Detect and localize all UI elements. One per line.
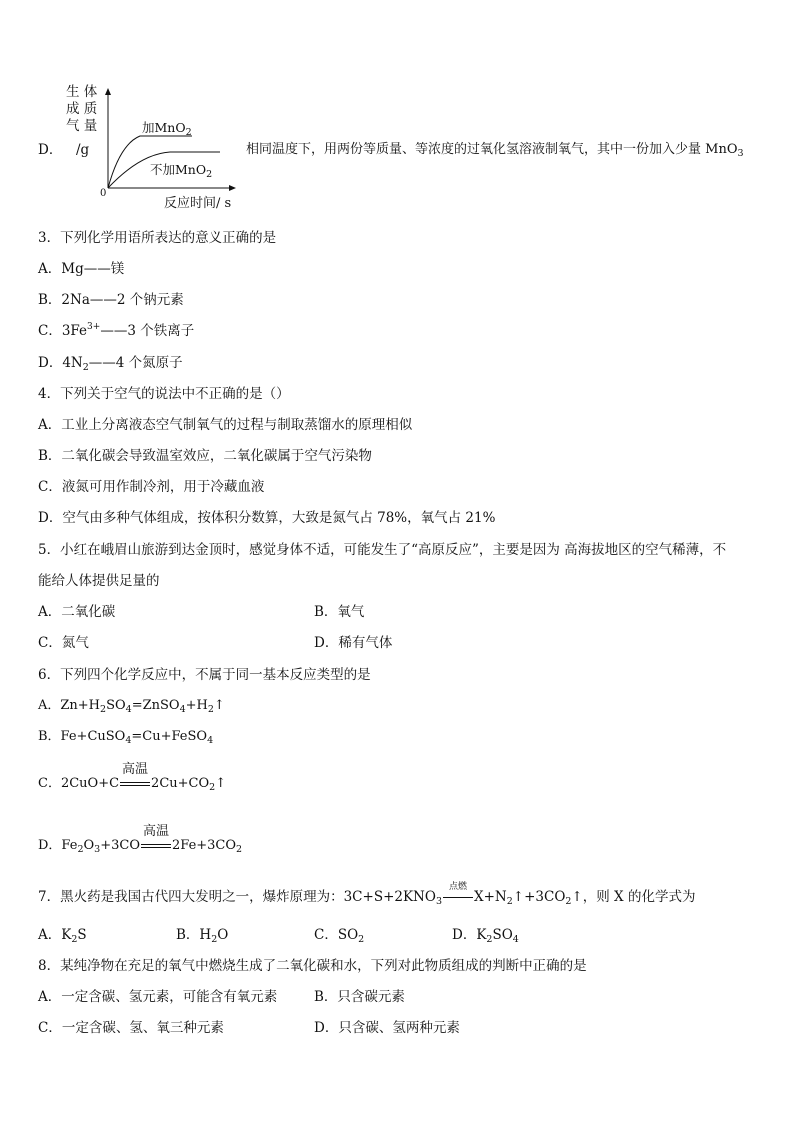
q7-p4: 2 bbox=[506, 896, 513, 907]
graph-ylabel-1: 生 体 bbox=[66, 84, 98, 100]
q3-option-a: A．Mg——镁 bbox=[38, 261, 125, 277]
q3d-post: ——4 个氮原子 bbox=[88, 355, 183, 371]
q6c-p4: ↑ bbox=[215, 776, 227, 791]
q6a-p1: 2 bbox=[100, 704, 107, 715]
curve-without-sub: 2 bbox=[206, 169, 213, 180]
q6d-p1: 2 bbox=[77, 844, 84, 855]
q6d-p3: 3 bbox=[94, 844, 101, 855]
q4-option-b: B．二氧化碳会导致温室效应，二氧化碳属于空气污染物 bbox=[38, 448, 372, 464]
q6a-p5: 4 bbox=[179, 704, 186, 715]
q7-condition bbox=[443, 882, 473, 906]
q6d-cond-text: 高温 bbox=[142, 824, 169, 839]
q3-option-b: B．2Na——2 个钠元素 bbox=[38, 292, 184, 308]
q6d-cond-bar bbox=[141, 844, 171, 848]
q8-stem: 8．某纯净物在充足的氧气中燃烧生成了二氧化碳和水，下列对此物质组成的判断中正确的是 bbox=[38, 958, 587, 974]
curve-without-text: 不加MnO bbox=[150, 162, 207, 177]
q2-graph bbox=[60, 84, 240, 214]
q6c-cond-text: 高温 bbox=[122, 762, 149, 777]
q3-stem: 3．下列化学用语所表达的意义正确的是 bbox=[38, 230, 277, 246]
q6-option-c bbox=[38, 762, 227, 793]
q3d-sub: 2 bbox=[82, 362, 89, 373]
q6a-p6: +H bbox=[185, 698, 208, 713]
q4-stem: 4．下列关于空气的说法中不正确的是（） bbox=[38, 386, 290, 402]
q7-p0: 7．黑火药是我国古代四大发明之一，爆炸原理为：3C+S+2KNO bbox=[38, 889, 436, 905]
q6c-p2: 2Cu+CO bbox=[151, 776, 210, 791]
q3c-pre: C．3Fe bbox=[38, 323, 88, 339]
q7c-p0: C．SO bbox=[314, 927, 359, 943]
q6a-p0: A．Zn+H bbox=[38, 698, 101, 713]
q6a-p3: 4 bbox=[125, 704, 132, 715]
q7d-p3: 4 bbox=[512, 934, 519, 945]
q7d-p1: 2 bbox=[486, 934, 493, 945]
q2d-desc: 相同温度下，用两份等质量、等浓度的过氧化氢溶液制氧气，其中一份加入少量 MnO bbox=[246, 142, 738, 157]
q7b-p2: O bbox=[217, 927, 229, 943]
q7c-p1: 2 bbox=[358, 934, 365, 945]
q5-stem-line2: 能给人体提供足量的 bbox=[38, 573, 160, 589]
graph-origin: 0 bbox=[100, 188, 107, 199]
q6a-p7: 2 bbox=[207, 704, 214, 715]
q7b-p1: 2 bbox=[211, 934, 218, 945]
q8-option-d: D．只含碳、氢两种元素 bbox=[314, 1020, 460, 1036]
graph-ylabel-4: /g bbox=[76, 142, 90, 158]
q6c-p3: 2 bbox=[209, 782, 216, 793]
q7-p6: 2 bbox=[565, 896, 572, 907]
q4-option-c: C．液氮可用作制冷剂，用于冷藏血液 bbox=[38, 479, 265, 495]
q6b-p1: 4 bbox=[125, 735, 132, 746]
q6d-p7: 2 bbox=[236, 844, 243, 855]
q8-option-b: B．只含碳元素 bbox=[314, 989, 405, 1005]
q6-option-a bbox=[38, 697, 225, 715]
q5-stem-line1: 5．小红在峨眉山旅游到达金顶时，感觉身体不适，可能发生了“高原反应”，主要是因为 高海拔地区的空气稀薄，不 bbox=[38, 542, 727, 558]
q6c-cond-bar bbox=[120, 782, 150, 786]
q6c-condition bbox=[120, 762, 150, 793]
q7-p3: X+N bbox=[473, 889, 507, 905]
curve-with-text: 加MnO bbox=[142, 120, 186, 135]
q5-option-b: B．氧气 bbox=[314, 604, 365, 620]
q2-option-d-label: D． bbox=[38, 142, 63, 158]
q7-cond-text: 点燃 bbox=[448, 882, 467, 892]
q7-option-c bbox=[314, 926, 364, 944]
q7b-p0: B．H bbox=[176, 927, 212, 943]
q7-p1: 3 bbox=[435, 896, 442, 907]
graph-xlabel: 反应时间/ s bbox=[164, 196, 232, 211]
q7-p5: ↑+3CO bbox=[512, 889, 566, 905]
q8-option-c: C．一定含碳、氢、氧三种元素 bbox=[38, 1020, 224, 1036]
q7a-p1: 2 bbox=[71, 934, 78, 945]
q7a-p2: S bbox=[77, 927, 87, 943]
q4-option-d: D．空气由多种气体组成，按体积分数算，大致是氮气占 78%，氧气占 21% bbox=[38, 510, 496, 526]
q3-option-c bbox=[38, 322, 194, 340]
q5-option-d: D．稀有气体 bbox=[314, 635, 393, 651]
q7-option-d bbox=[452, 926, 519, 944]
q6d-condition bbox=[141, 824, 171, 855]
q6-option-b bbox=[38, 728, 213, 746]
q6a-p2: SO bbox=[106, 698, 126, 713]
q7a-p0: A．K bbox=[38, 927, 72, 943]
q3c-post: ——3 个铁离子 bbox=[100, 323, 195, 339]
q3c-sup: 3+ bbox=[87, 322, 101, 332]
q5-option-c: C．氮气 bbox=[38, 635, 89, 651]
graph-ylabel-3: 气 量 bbox=[66, 118, 98, 134]
curve-without-label bbox=[150, 160, 212, 178]
q6d-p0: D．Fe bbox=[38, 838, 78, 853]
q8-option-a: A．一定含碳、氢元素，可能含有氧元素 bbox=[38, 989, 278, 1005]
q7d-p2: SO bbox=[492, 927, 513, 943]
q7d-p0: D．K bbox=[452, 927, 487, 943]
q6c-p0: C．2CuO+C bbox=[38, 776, 120, 791]
q6-stem: 6．下列四个化学反应中，不属于同一基本反应类型的是 bbox=[38, 667, 371, 683]
curve-with-label bbox=[142, 118, 192, 136]
q7-option-b bbox=[176, 926, 228, 944]
q6b-p2: =Cu+FeSO bbox=[131, 729, 208, 744]
q6d-p6: 2Fe+3CO bbox=[171, 838, 237, 853]
q6b-p0: B．Fe+CuSO bbox=[38, 729, 126, 744]
q6b-p3: 4 bbox=[207, 735, 214, 746]
graph-ylabel-2: 成 质 bbox=[66, 101, 98, 117]
q6d-p4: +3CO bbox=[100, 838, 140, 853]
q2d-desc-sub: 3 bbox=[737, 148, 744, 159]
q6-option-d bbox=[38, 824, 243, 855]
q6d-p2: O bbox=[83, 838, 95, 853]
curve-with-sub: 2 bbox=[185, 127, 192, 138]
q7-p7: ↑，则 X 的化学式为 bbox=[571, 889, 696, 905]
q2-option-d-text bbox=[246, 141, 744, 159]
q5-option-a: A．二氧化碳 bbox=[38, 604, 116, 620]
q3d-pre: D．4N bbox=[38, 355, 83, 371]
q7-stem bbox=[38, 882, 696, 907]
q6a-p8: ↑ bbox=[213, 698, 225, 713]
q7-option-a bbox=[38, 926, 87, 944]
q4-option-a: A．工业上分离液态空气制氧气的过程与制取蒸馏水的原理相似 bbox=[38, 417, 413, 433]
q6a-p4: =ZnSO bbox=[131, 698, 180, 713]
q7-cond-bar bbox=[443, 897, 473, 898]
q3-option-d bbox=[38, 354, 183, 372]
